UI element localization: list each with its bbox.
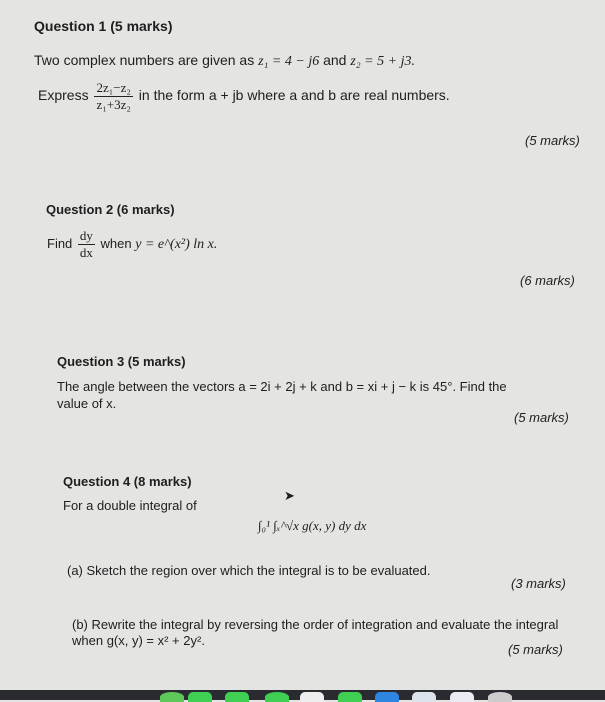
q2-title: Question 2 (6 marks) xyxy=(46,202,175,217)
dock-app-icon[interactable] xyxy=(300,692,324,702)
q1-numerator: 2z₁−z₂ xyxy=(96,80,131,95)
dock-app-icon[interactable] xyxy=(375,692,399,702)
q2-denominator: dx xyxy=(79,245,93,260)
q3-title: Question 3 (5 marks) xyxy=(57,354,186,369)
q4-title: Question 4 (8 marks) xyxy=(63,474,192,489)
q1-rest: in the form a + jb where a and b are real numbers. xyxy=(138,87,450,104)
q1-text: Two complex numbers are given as xyxy=(34,52,255,68)
dock-app-icon[interactable] xyxy=(188,692,212,702)
q1-fraction xyxy=(94,80,132,113)
dock-app-icon[interactable] xyxy=(412,692,436,702)
q3-line2: value of x. xyxy=(57,396,117,411)
q1-z2: z₂ = 5 + j3. xyxy=(350,54,415,69)
q2-expression: y = e^(x²) ln x. xyxy=(135,236,218,252)
q1-denominator: z₁+3z₂ xyxy=(96,97,131,112)
mouse-cursor-icon: ➤ xyxy=(284,488,295,503)
q3-marks: (5 marks) xyxy=(514,410,569,425)
q2-find: Find xyxy=(47,235,73,251)
q1-and: and xyxy=(323,52,347,68)
q2-numerator: dy xyxy=(79,228,93,243)
dock-app-icon[interactable] xyxy=(160,692,184,702)
q4-b-marks: (5 marks) xyxy=(508,642,563,657)
dock-app-icon[interactable] xyxy=(450,692,474,702)
q4-part-a: (a) Sketch the region over which the integral is to be evaluated. xyxy=(67,563,431,578)
q3-line1: The angle between the vectors a = 2i + 2j + k and b = xi + j − k is 45°. Find the xyxy=(57,379,507,394)
q1-marks: (5 marks) xyxy=(525,133,580,148)
dock-app-icon[interactable] xyxy=(338,692,362,702)
dock-app-icon[interactable] xyxy=(265,692,289,702)
q4-a-marks: (3 marks) xyxy=(511,576,566,591)
q1-title: Question 1 (5 marks) xyxy=(34,18,173,34)
q1-express xyxy=(38,80,450,113)
dock-app-icon[interactable] xyxy=(488,692,512,702)
q2-statement xyxy=(47,228,217,261)
dock-app-icon[interactable] xyxy=(225,692,249,702)
q4-part-b-line2: when g(x, y) = x² + 2y². xyxy=(72,633,205,648)
q2-marks: (6 marks) xyxy=(520,273,575,288)
q1-express-label: Express xyxy=(38,87,89,104)
q4-integral: ∫₀¹ ∫ₓ^√x g(x, y) dy dx xyxy=(258,518,367,533)
q1-statement xyxy=(34,52,415,70)
q2-when: when xyxy=(100,235,132,251)
q4-intro: For a double integral of xyxy=(63,498,197,513)
q4-part-b-line1: (b) Rewrite the integral by reversing the order of integration and evaluate the integral xyxy=(72,617,559,632)
q2-fraction xyxy=(78,228,95,261)
q1-z1: z₁ = 4 − j6 xyxy=(258,54,320,69)
